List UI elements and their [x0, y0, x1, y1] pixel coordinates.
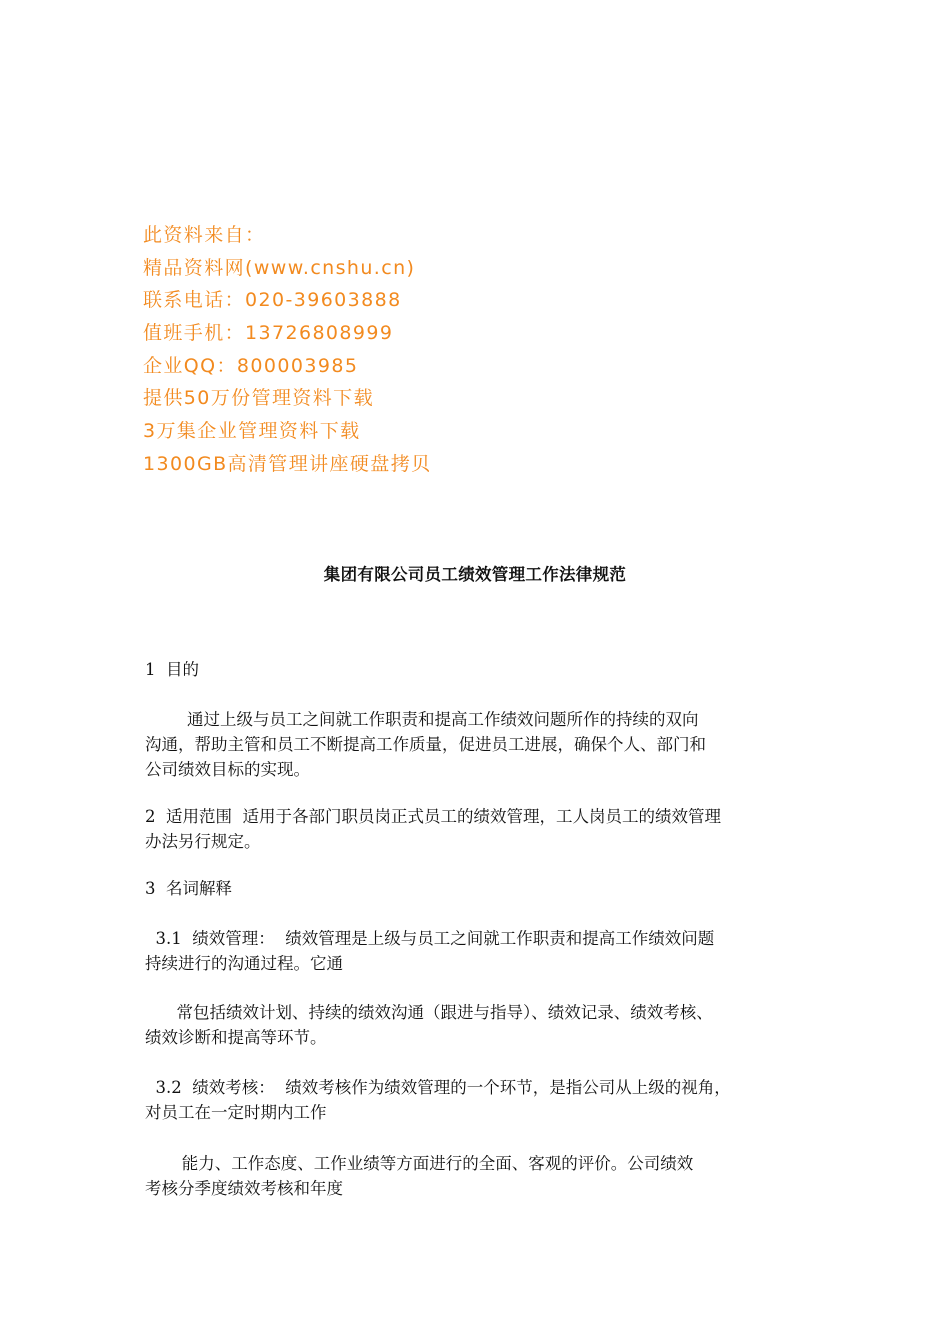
text-line: 办法另行规定。	[145, 832, 261, 851]
text-line: 能力、工作态度、工作业绩等方面进行的全面、客观的评价。公司绩效	[145, 1154, 694, 1173]
promo-line: 企业QQ：800003985	[143, 354, 359, 377]
paragraph	[145, 1151, 825, 1201]
promo-line: 联系电话：020-39603888	[143, 289, 402, 312]
paragraph	[145, 707, 825, 782]
promo-line: 此资料来自：	[143, 224, 266, 246]
promo-line: 3万集企业管理资料下载	[143, 420, 361, 443]
text-line: 考核分季度绩效考核和年度	[145, 1179, 343, 1198]
text-line: 持续进行的沟通过程。它通	[145, 954, 343, 973]
section-heading: 1 目的	[145, 660, 199, 679]
paragraph	[145, 1075, 825, 1125]
text-line: 对员工在一定时期内工作	[145, 1103, 327, 1122]
text-line: 沟通，帮助主管和员工不断提高工作质量，促进员工进展，确保个人、部门和	[145, 735, 706, 754]
promo-line: 提供50万份管理资料下载	[143, 387, 374, 410]
promo-line: 精品资料网(www.cnshu.cn)	[143, 256, 416, 279]
promo-line: 1300GB高清管理讲座硬盘拷贝	[143, 452, 432, 475]
document-title: 集团有限公司员工绩效管理工作法律规范	[323, 565, 627, 584]
text-line: 公司绩效目标的实现。	[145, 760, 310, 779]
paragraph	[145, 804, 825, 854]
promo-block	[143, 219, 843, 481]
text-line: 常包括绩效计划、持续的绩效沟通（跟进与指导）、绩效记录、绩效考核、	[145, 1003, 713, 1022]
text-line: 3.2 绩效考核： 绩效考核作为绩效管理的一个环节，是指公司从上级的视角，	[145, 1078, 731, 1097]
text-line: 通过上级与员工之间就工作职责和提高工作绩效问题所作的持续的双向	[145, 710, 699, 729]
text-line: 3.1 绩效管理： 绩效管理是上级与员工之间就工作职责和提高工作绩效问题	[145, 929, 715, 948]
section-heading: 3 名词解释	[145, 879, 232, 898]
text-line: 绩效诊断和提高等环节。	[145, 1028, 327, 1047]
paragraph	[145, 926, 825, 976]
paragraph	[145, 1000, 825, 1050]
text-line: 2 适用范围 适用于各部门职员岗正式员工的绩效管理，工人岗员工的绩效管理	[145, 807, 721, 826]
promo-line: 值班手机：13726808999	[143, 322, 394, 345]
